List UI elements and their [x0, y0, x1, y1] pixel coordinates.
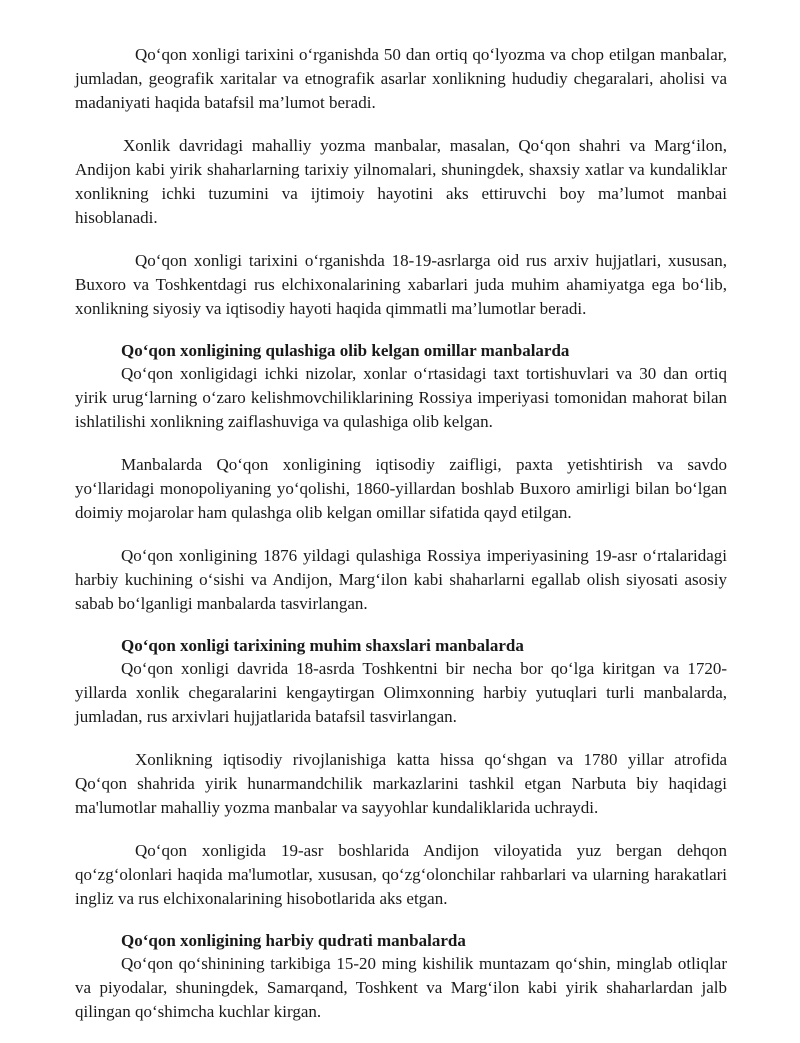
paragraph-collapse-2: Manbalarda Qo‘qon xonligining iqtisodiy zaifligi, paxta yetishtirish va savdo yo‘llaridagi monopoliyaning yo‘qolishi, 1860-yillardan boshlab Buxoro amirligi bilan bo‘lgan doimiy mojarolar ham qulashga olib kelgan omillar sifatida qayd etilgan.: [75, 455, 727, 522]
paragraph-figures-2: Xonlikning iqtisodiy rivojlanishiga katta hissa qo‘shgan va 1780 yillar atrofida Qo‘qon shahrida yirik hunarmandchilik markazlarini tashkil etgan Narbuta biy haqidagi ma'lumotlar mahalliy yozma manbalar va sayyohlar kundaliklarida uchraydi.: [75, 750, 727, 817]
document-page: [75, 43, 727, 1043]
section-heading-important-figures: Qo‘qon xonligi tarixining muhim shaxslari manbalarda: [121, 636, 524, 655]
paragraph-collapse-1: Qo‘qon xonligidagi ichki nizolar, xonlar o‘rtasidagi taxt tortishuvlari va 30 dan ortiq yirik urug‘larning o‘zaro kelishmovchiliklarining Rossiya imperiyasi tomonidan mahorat bilan ishlatilishi xonlikning zaiflashuviga va qulashiga olib kelgan.: [75, 364, 727, 431]
section-military-power: [75, 930, 727, 1024]
section-collapse-factors: [75, 340, 727, 616]
paragraph-intro-2: Xonlik davridagi mahalliy yozma manbalar, masalan, Qo‘qon shahri va Marg‘ilon, Andijon kabi yirik shaharlarning tarixiy yilnomalari, shuningdek, shaxsiy xatlar va kundaliklar xonlikning ichki tuzumini va ijtimoiy hayotini aks ettiruvchi boy ma’lumot manbai hisoblanadi.: [75, 136, 727, 227]
paragraph-intro-3: Qo‘qon xonligi tarixini o‘rganishda 18-19-asrlarga oid rus arxiv hujjatlari, xususan, Buxoro va Toshkentdagi rus elchixonalarining xabarlari juda muhim ahamiyatga ega bo‘lib, xonlikning siyosiy va iqtisodiy hayoti haqida qimmatli ma’lumotlar beradi.: [75, 251, 727, 318]
paragraph-figures-3: Qo‘qon xonligida 19-asr boshlarida Andijon viloyatida yuz bergan dehqon qo‘zg‘olonlari haqida ma'lumotlar, xususan, qo‘zg‘olonchilar rahbarlari va ularning harakatlari ingliz va rus elchixonalarining hisobotlarida aks etgan.: [75, 841, 727, 908]
section-heading-collapse-factors: Qo‘qon xonligining qulashiga olib kelgan omillar manbalarda: [121, 341, 570, 360]
paragraph-military-1: Qo‘qon qo‘shinining tarkibiga 15-20 ming kishilik muntazam qo‘shin, minglab otliqlar va piyodalar, shuningdek, Samarqand, Toshkent va Marg‘ilon kabi yirik shaharlardan jalb qilingan qo‘shimcha kuchlar kirgan.: [75, 954, 727, 1021]
paragraph-intro-1: Qo‘qon xonligi tarixini o‘rganishda 50 dan ortiq qo‘lyozma va chop etilgan manbalar, jumladan, geografik xaritalar va etnografik asarlar xonlikning hududiy chegaralari, aholisi va madaniyati haqida batafsil ma’lumot beradi.: [75, 45, 727, 112]
paragraph-collapse-3: Qo‘qon xonligining 1876 yildagi qulashiga Rossiya imperiyasining 19-asr o‘rtalaridagi harbiy kuchining o‘sishi va Andijon, Marg‘ilon kabi shaharlarni egallab olish siyosati asosiy sabab bo‘lganligi manbalarda tasvirlangan.: [75, 546, 727, 613]
section-heading-military-power: Qo‘qon xonligining harbiy qudrati manbalarda: [121, 931, 466, 950]
paragraph-figures-1: Qo‘qon xonligi davrida 18-asrda Toshkentni bir necha bor qo‘lga kiritgan va 1720-yillarda xonlik chegaralarini kengaytirgan Olimxonning harbiy yutuqlari turli manbalarda, jumladan, rus arxivlari hujjatlarida batafsil tasvirlangan.: [75, 659, 727, 726]
section-important-figures: [75, 635, 727, 911]
